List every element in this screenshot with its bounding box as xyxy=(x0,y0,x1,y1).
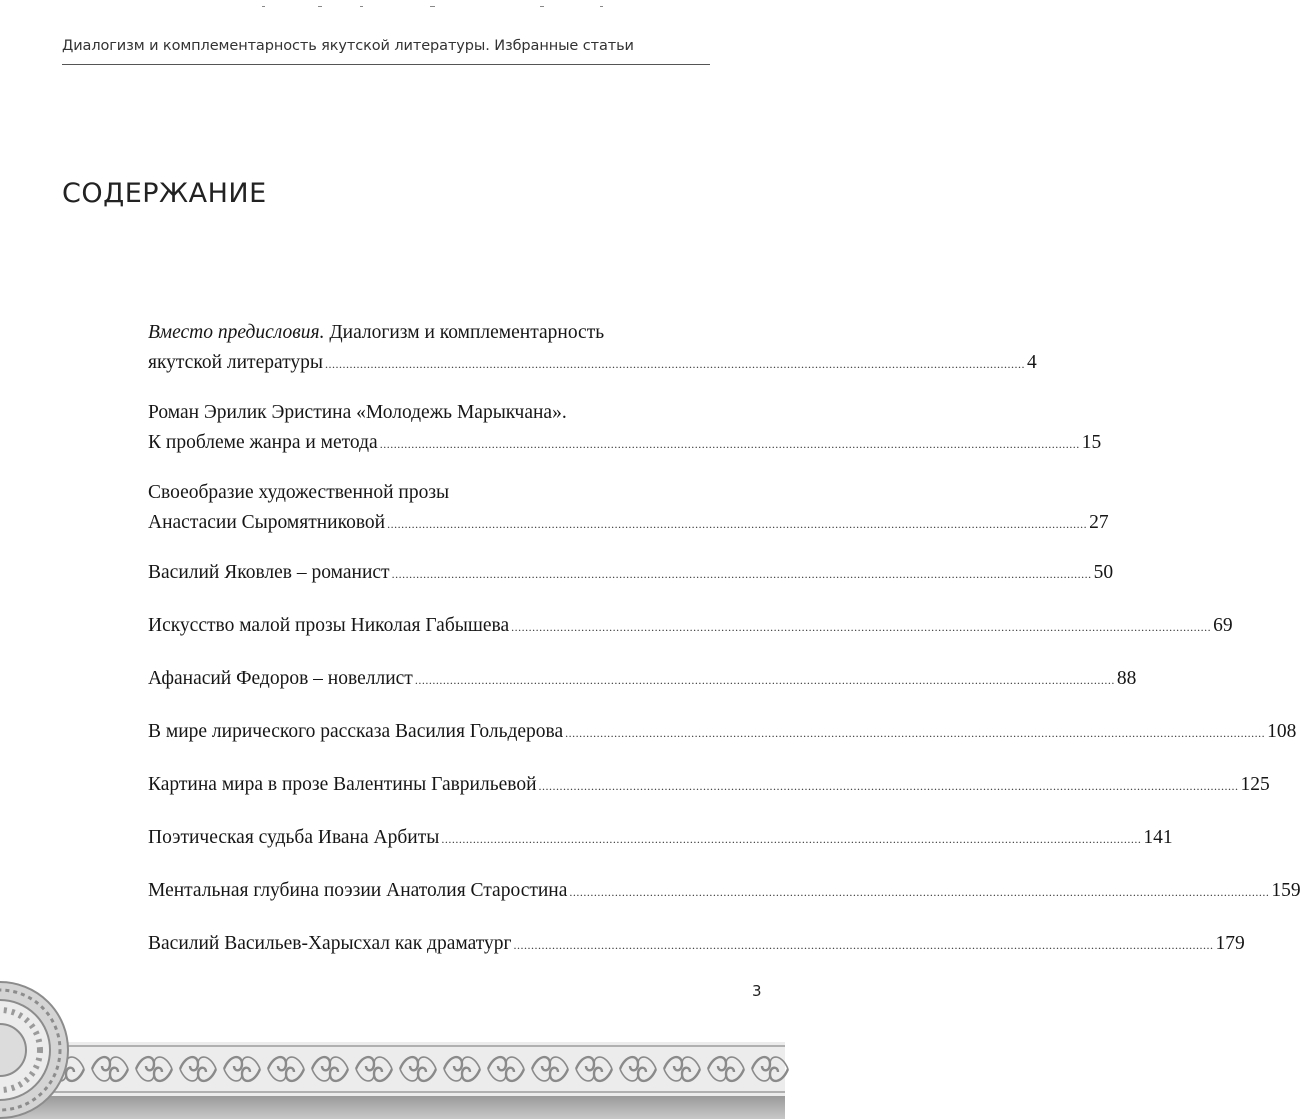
toc-entry-title-part: Анастасии Сыромятниковой xyxy=(148,512,386,533)
toc-entry[interactable] xyxy=(148,823,1173,854)
header-divider xyxy=(62,64,710,65)
toc-page-number: 27 xyxy=(1089,512,1109,533)
toc-entry-last-line xyxy=(148,770,1270,801)
toc-entry[interactable] xyxy=(148,929,1245,960)
toc-leader-dots: ........................................................................................................................................................................................................ xyxy=(565,726,1266,740)
toc-entry[interactable] xyxy=(148,611,1233,642)
toc-entry[interactable] xyxy=(148,398,1102,459)
toc-leader-dots: ........................................................................................................................................................................................................ xyxy=(569,885,1270,899)
toc-entry[interactable] xyxy=(148,664,1137,695)
toc-entry-title-part: Василий Яковлев – романист xyxy=(148,562,390,583)
toc-entry-last-line xyxy=(148,611,1233,642)
toc-page-number: 4 xyxy=(1027,352,1037,373)
scan-speck xyxy=(430,6,435,7)
toc-leader-dots: ........................................................................................................................................................................................................ xyxy=(513,938,1214,952)
scan-speck xyxy=(318,6,322,7)
toc-entry-last-line xyxy=(148,823,1173,854)
toc-entry-title-part: В мире лирического рассказа Василия Гольдерова xyxy=(148,721,564,742)
toc-entry-title-part: Искусство малой прозы Николая Габышева xyxy=(148,615,510,636)
toc-entry-italic-prefix: Вместо предисловия. xyxy=(148,322,325,343)
toc-entry-first-line xyxy=(148,318,704,348)
toc-entry-last-line xyxy=(148,558,1114,589)
scan-speck xyxy=(262,6,265,7)
toc-entry-title-part: Ментальная глубина поэзии Анатолия Старостина xyxy=(148,880,568,901)
scan-speck xyxy=(600,6,603,7)
toc-leader-dots: ........................................................................................................................................................................................................ xyxy=(387,517,1088,531)
toc-page-number: 69 xyxy=(1213,615,1233,636)
toc-entry-first-line: Своеобразие художественной прозы xyxy=(148,482,450,503)
toc-leader-dots: ........................................................................................................................................................................................................ xyxy=(391,567,1092,581)
toc-entry-title-part: якутской литературы xyxy=(148,352,323,373)
ornament-band xyxy=(0,1042,785,1096)
toc-entry[interactable] xyxy=(148,558,1114,589)
toc-entry-title-part: Картина мира в прозе Валентины Гаврильевой xyxy=(148,774,537,795)
toc-leader-dots: ........................................................................................................................................................................................................ xyxy=(379,437,1080,451)
toc-page-number: 159 xyxy=(1271,880,1301,901)
running-header: Диалогизм и комплементарность якутской литературы. Избранные статьи xyxy=(62,38,634,54)
toc-entry[interactable] xyxy=(148,717,1297,748)
toc-entry-last-line xyxy=(148,876,1301,907)
toc-page-number: 125 xyxy=(1240,774,1270,795)
toc-entry[interactable] xyxy=(148,770,1270,801)
toc-leader-dots: ........................................................................................................................................................................................................ xyxy=(414,673,1115,687)
toc-entry-first-line: Роман Эрилик Эристина «Молодежь Марыкчана». xyxy=(148,402,567,423)
toc-page-number: 50 xyxy=(1093,562,1114,583)
scan-speck xyxy=(540,6,544,7)
toc-entry-last-line xyxy=(148,717,1297,748)
toc-page-number: 141 xyxy=(1143,827,1173,848)
page-number: 3 xyxy=(752,982,762,1000)
toc-entry-last-line xyxy=(148,428,1102,459)
toc-entry[interactable] xyxy=(148,318,1037,379)
bottom-bar xyxy=(0,1096,785,1119)
scan-speck xyxy=(360,6,363,7)
toc-entry-last-line xyxy=(148,508,1109,539)
toc-entry-last-line xyxy=(148,348,1037,379)
toc-entry-last-line xyxy=(148,664,1137,695)
toc-leader-dots: ........................................................................................................................................................................................................ xyxy=(538,779,1239,793)
toc-entry-title-part: Диалогизм и комплементарность xyxy=(324,322,605,343)
toc-entry[interactable] xyxy=(148,478,1109,539)
medallion-ornament xyxy=(0,980,70,1120)
toc-leader-dots: ........................................................................................................................................................................................................ xyxy=(441,832,1142,846)
toc-entry-title-part: Поэтическая судьба Ивана Арбиты xyxy=(148,827,440,848)
page-title: СОДЕРЖАНИЕ xyxy=(62,178,267,209)
toc-page-number: 15 xyxy=(1081,432,1102,453)
toc-entry-title-part: К проблеме жанра и метода xyxy=(148,432,378,453)
toc-page-number: 108 xyxy=(1267,721,1297,742)
toc-entry-last-line xyxy=(148,929,1245,960)
toc-entry-title-part: Василий Васильев-Харысхал как драматург xyxy=(148,933,512,954)
toc-page-number: 88 xyxy=(1116,668,1137,689)
toc-entry[interactable] xyxy=(148,876,1301,907)
toc-leader-dots: ........................................................................................................................................................................................................ xyxy=(511,620,1212,634)
toc-entry-title-part: Афанасий Федоров – новеллист xyxy=(148,668,413,689)
toc-page-number: 179 xyxy=(1215,933,1245,954)
toc-leader-dots: ........................................................................................................................................................................................................ xyxy=(325,357,1025,371)
